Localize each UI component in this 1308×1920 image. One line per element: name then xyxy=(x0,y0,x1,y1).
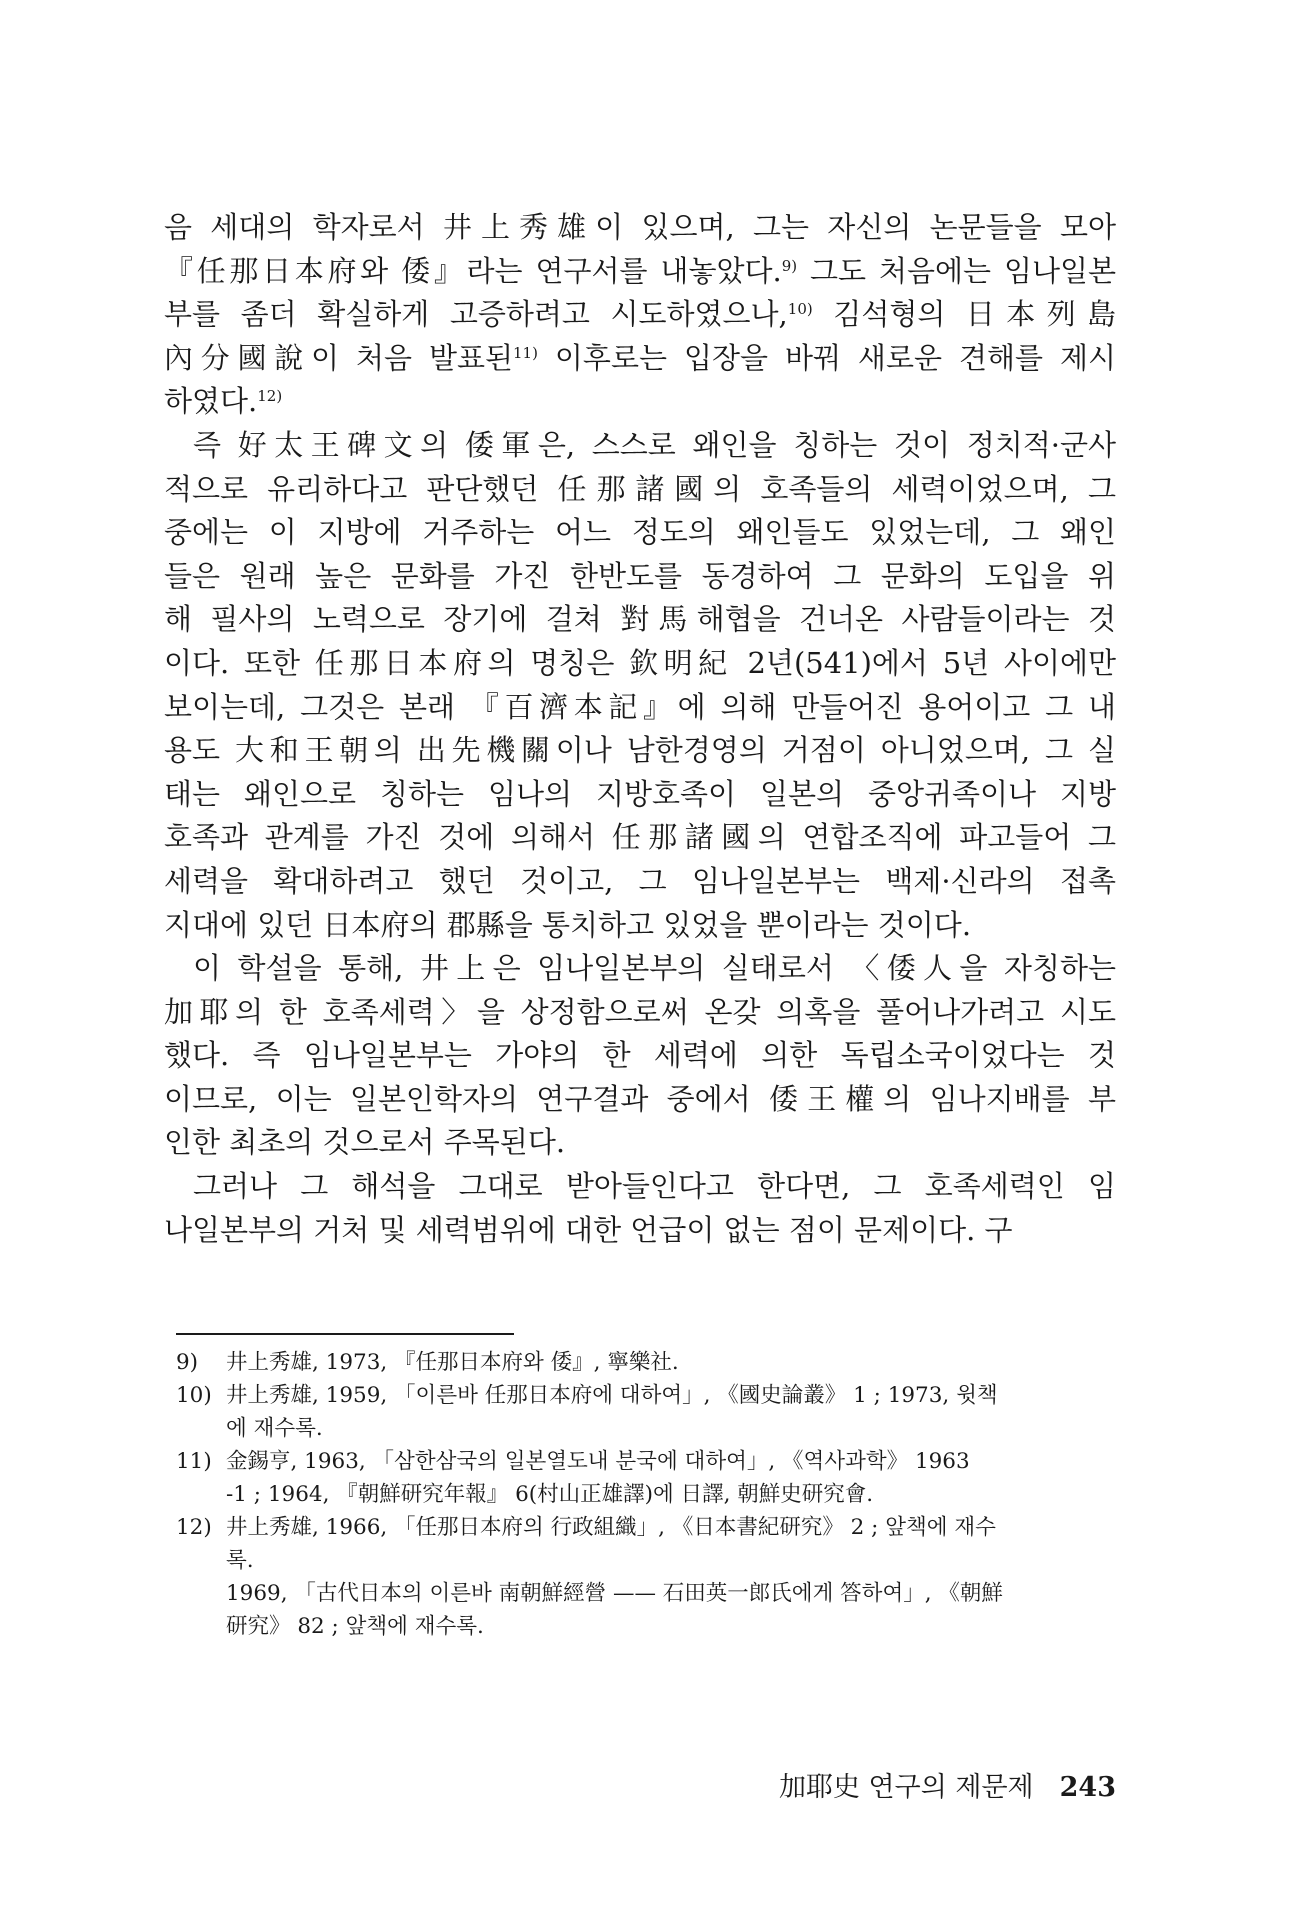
page-number: 243 xyxy=(1059,1772,1116,1803)
footnote xyxy=(176,1379,1116,1445)
line-text: 들은 원래 높은 문화를 가진 한반도를 동경하여 그 문화의 도입을 위 xyxy=(164,558,1116,593)
paragraph xyxy=(164,206,1116,424)
line-text: 나일본부의 거처 및 세력범위에 대한 언급이 없는 점이 문제이다. 구 xyxy=(164,1212,1013,1247)
footnote-text: 金錫亨, 1963, 「삼한삼국의 일본열도내 분국에 대하여」, 《역사과학》 1963 xyxy=(226,1449,970,1474)
line-text: 이후로는 입장을 바꿔 새로운 견해를 제시 xyxy=(537,340,1116,375)
footnote-text: 井上秀雄, 1973, 『任那日本府와 倭』, 寧樂社. xyxy=(226,1350,679,1375)
text-line xyxy=(164,773,1116,817)
footnote xyxy=(176,1346,1116,1379)
text-line xyxy=(164,206,1116,250)
line-text: 하였다. xyxy=(164,384,258,419)
paragraph xyxy=(164,1165,1116,1252)
text-line xyxy=(164,991,1116,1035)
text-line xyxy=(164,860,1116,904)
text-line xyxy=(164,642,1116,686)
line-text: 세력을 확대하려고 했던 것이고, 그 임나일본부는 백제·신라의 접촉 xyxy=(164,863,1116,898)
text-line xyxy=(164,1078,1116,1122)
text-line xyxy=(164,337,1116,381)
text-line xyxy=(164,598,1116,642)
footnotes xyxy=(176,1346,1116,1643)
text-line xyxy=(164,1165,1116,1209)
line-text: 호족과 관계를 가진 것에 의해서 任那諸國의 연합조직에 파고들어 그 xyxy=(164,820,1116,855)
footnote-text: 井上秀雄, 1959, 「이른바 任那日本府에 대하여」, 《國史論叢》 1 ; 1973, 윗책 xyxy=(226,1383,998,1408)
line-text: 즉 好太王碑文의 倭軍은, 스스로 왜인을 칭하는 것이 정치적·군사 xyxy=(193,427,1116,462)
running-footer xyxy=(750,1770,1116,1806)
footnote-text: -1 ; 1964, 『朝鮮研究年報』 6(村山正雄譯)에 日譯, 朝鮮史研究會. xyxy=(226,1482,874,1507)
line-text: 보이는데, 그것은 본래 『百濟本記』에 의해 만들어진 용어이고 그 내 xyxy=(164,689,1116,724)
line-text: 加耶의 한 호족세력〉을 상정함으로써 온갖 의혹을 풀어나가려고 시도 xyxy=(164,994,1116,1029)
text-line xyxy=(164,686,1116,730)
line-text: 『任那日本府와 倭』라는 연구서를 내놓았다. xyxy=(164,253,782,288)
footnote xyxy=(176,1577,1116,1643)
footnote-number: 9) xyxy=(176,1350,199,1375)
text-line xyxy=(164,468,1116,512)
line-text: 인한 최초의 것으로서 주목된다. xyxy=(164,1125,566,1160)
text-line xyxy=(164,555,1116,599)
footnote-text: 록. xyxy=(226,1548,254,1573)
line-text: 해 필사의 노력으로 장기에 걸쳐 對馬해협을 건너온 사람들이라는 것 xyxy=(164,602,1116,637)
text-line xyxy=(164,293,1116,337)
line-text: 했다. 즉 임나일본부는 가야의 한 세력에 의한 독립소국이었다는 것 xyxy=(164,1038,1116,1073)
line-text: 적으로 유리하다고 판단했던 任那諸國의 호족들의 세력이었으며, 그 xyxy=(164,471,1116,506)
line-text: 용도 大和王朝의 出先機關이나 남한경영의 거점이 아니었으며, 그 실 xyxy=(164,733,1116,768)
paragraph xyxy=(164,947,1116,1165)
text-line xyxy=(164,1209,1116,1253)
line-text: 內分國說이 처음 발표된 xyxy=(164,340,513,375)
text-line xyxy=(164,511,1116,555)
body-text xyxy=(164,206,1116,1252)
footnote-number: 10) xyxy=(176,1383,212,1408)
text-line xyxy=(164,1121,1116,1165)
paragraph xyxy=(164,424,1116,947)
footnote-text: 研究》 82 ; 앞책에 재수록. xyxy=(226,1614,484,1639)
text-line xyxy=(164,424,1116,468)
text-line xyxy=(164,904,1116,948)
text-line xyxy=(164,947,1116,991)
line-text: 지대에 있던 日本府의 郡縣을 통치하고 있었을 뿐이라는 것이다. xyxy=(164,907,972,942)
line-text: 부를 좀더 확실하게 고증하려고 시도하였으나, xyxy=(164,297,788,332)
line-text: 그러나 그 해석을 그대로 받아들인다고 한다면, 그 호족세력인 임 xyxy=(193,1169,1116,1204)
footnote-text: 에 재수록. xyxy=(226,1416,323,1441)
text-line xyxy=(164,250,1116,294)
footnote-separator xyxy=(176,1333,514,1335)
running-footer-title: 加耶史 연구의 제문제 xyxy=(778,1772,1034,1803)
text-line xyxy=(164,1034,1116,1078)
text-line xyxy=(164,380,1116,424)
footnote-number: 11) xyxy=(176,1449,212,1474)
footnote-ref: 11) xyxy=(513,343,538,362)
line-text: 이므로, 이는 일본인학자의 연구결과 중에서 倭王權의 임나지배를 부 xyxy=(164,1081,1116,1116)
text-line xyxy=(164,816,1116,860)
line-text: 태는 왜인으로 칭하는 임나의 지방호족이 일본의 중앙귀족이나 지방 xyxy=(164,776,1116,811)
text-line xyxy=(164,729,1116,773)
footnote xyxy=(176,1445,1116,1511)
line-text: 이 학설을 통해, 井上은 임나일본부의 실태로서 〈倭人을 자칭하는 xyxy=(193,951,1116,986)
line-text: 그도 처음에는 임나일본 xyxy=(797,253,1116,288)
line-text: 김석형의 日本列島 xyxy=(812,297,1116,332)
line-text: 이다. 또한 任那日本府의 명칭은 欽明紀 2년(541)에서 5년 사이에만 xyxy=(164,645,1116,680)
line-text: 중에는 이 지방에 거주하는 어느 정도의 왜인들도 있었는데, 그 왜인 xyxy=(164,515,1116,550)
footnote-ref: 9) xyxy=(781,256,798,275)
footnote-ref: 12) xyxy=(257,387,283,406)
footnote-text: 1969, 「古代日本의 이른바 南朝鮮經營 —— 石田英一郎氏에게 答하여」, 《朝鮮 xyxy=(226,1581,1003,1606)
footnote-number: 12) xyxy=(176,1515,212,1540)
footnote-ref: 10) xyxy=(787,300,813,319)
footnote xyxy=(176,1511,1116,1577)
footnote-text: 井上秀雄, 1966, 「任那日本府의 行政組織」, 《日本書紀研究》 2 ; 앞책에 재수 xyxy=(226,1515,996,1540)
line-text: 음 세대의 학자로서 井上秀雄이 있으며, 그는 자신의 논문들을 모아 xyxy=(164,210,1116,244)
